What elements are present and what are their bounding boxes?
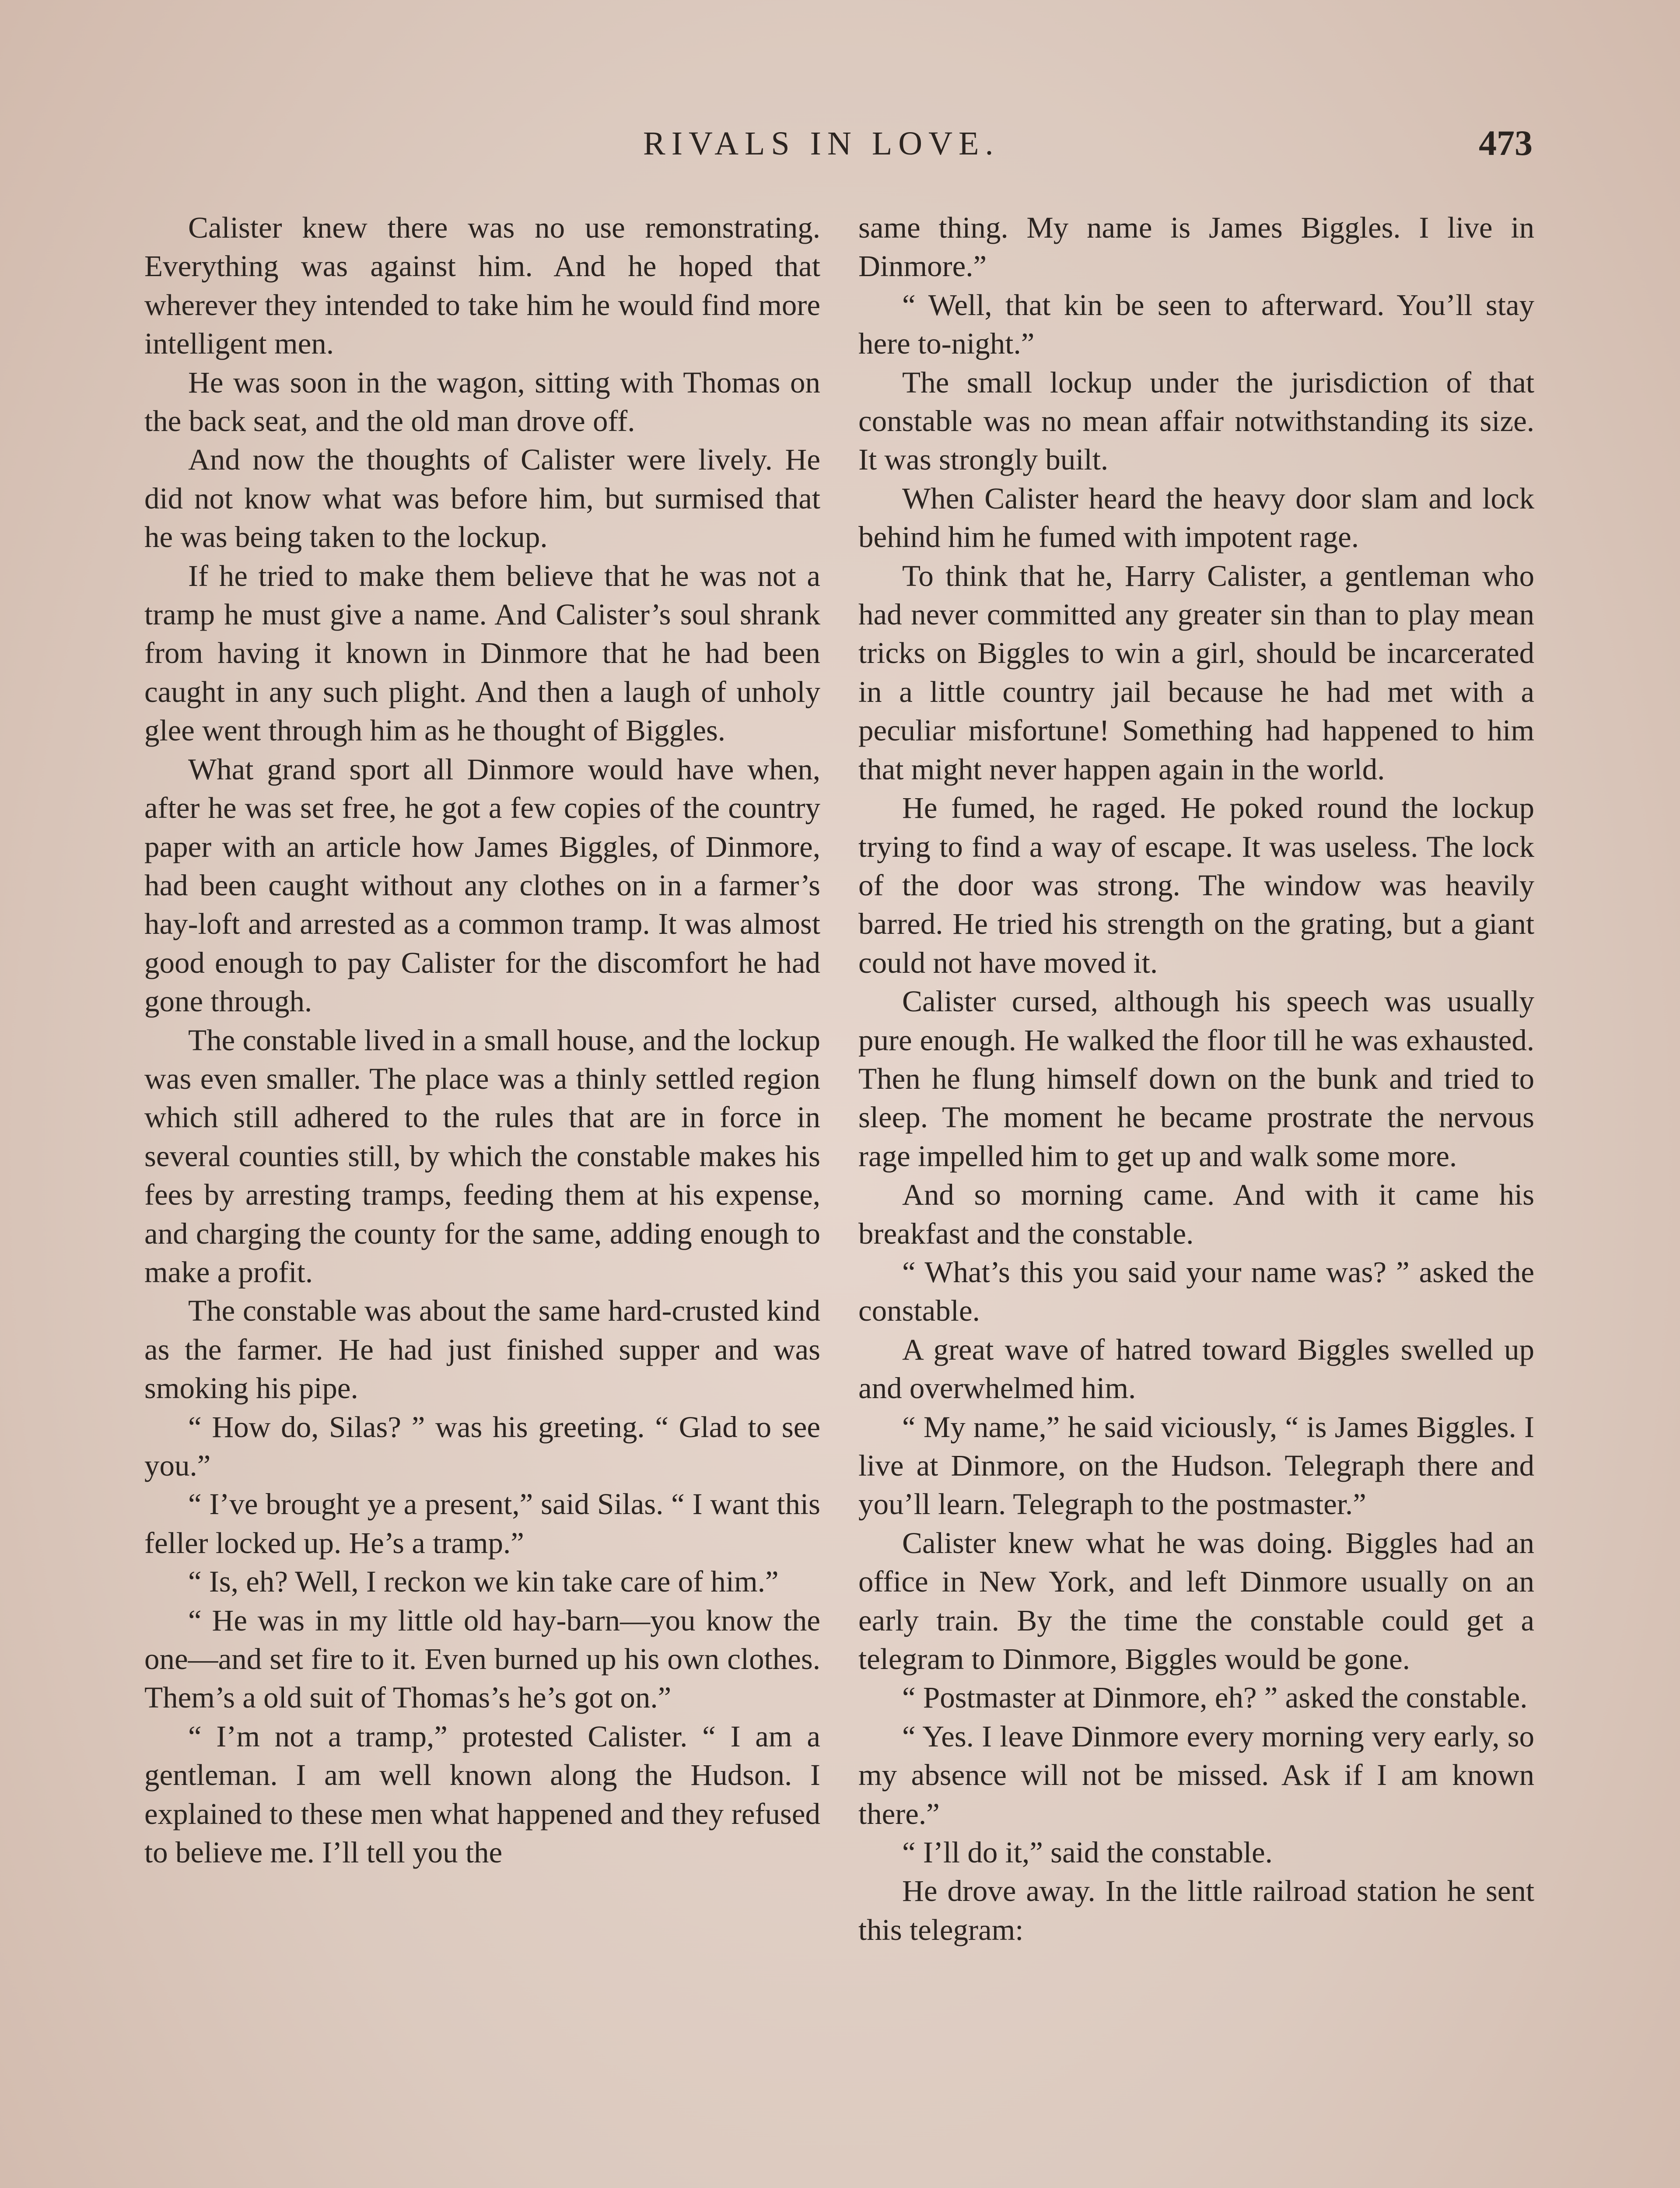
paragraph: The constable was about the same hard-crusted kind as the farmer. He had just finished supper and was smoking his pipe.: [144, 1294, 820, 1405]
paragraph: “ Postmaster at Dinmore, eh? ” asked the constable.: [902, 1681, 1528, 1715]
paragraph: “ What’s this you said your name was? ” asked the constable.: [858, 1255, 1534, 1328]
paragraph: “ He was in my little old hay-barn—you know the one—and set fire to it. Even burned up his own clothes. Them’s a old suit of Thomas’s he’s got on.”: [144, 1603, 820, 1715]
paragraph: A great wave of hatred toward Biggles swelled up and overwhelmed him.: [858, 1332, 1534, 1405]
paragraph: “ Well, that kin be seen to afterward. You’ll stay here to-night.”: [858, 288, 1534, 361]
paragraph: He drove away. In the little railroad station he sent this telegram:: [858, 1874, 1534, 1946]
paragraph: The small lockup under the jurisdiction of that constable was no mean affair notwithstanding its size. It was strongly built.: [858, 365, 1534, 477]
paragraph: “ I’ve brought ye a present,” said Silas. “ I want this feller locked up. He’s a tramp.”: [144, 1487, 820, 1560]
paragraph-continued: same thing. My name is James Biggles. I live in Dinmore.”: [858, 211, 1534, 283]
paragraph: When Calister heard the heavy door slam and lock behind him he fumed with impotent rage.: [858, 481, 1534, 554]
paragraph: “ Yes. I leave Dinmore every morning very early, so my absence will not be missed. Ask if I am known there.”: [858, 1719, 1534, 1830]
paragraph: He fumed, he raged. He poked round the lockup trying to find a way of escape. It was useless. The lock of the door was strong. The window was heavily barred. He tried his strength on the grating, but a giant could not have moved it.: [858, 791, 1534, 979]
right-column: [858, 208, 1534, 1949]
paragraph: “ Is, eh? Well, I reckon we kin take care of him.”: [188, 1565, 779, 1599]
running-title: RIVALS IN LOVE.: [643, 125, 1000, 162]
paragraph: And so morning came. And with it came his breakfast and the constable.: [858, 1178, 1534, 1250]
paragraph: “ How do, Silas? ” was his greeting. “ Glad to see you.”: [144, 1410, 820, 1482]
left-column: [144, 208, 820, 1872]
page-number: 473: [1479, 123, 1533, 163]
paragraph: “ I’ll do it,” said the constable.: [902, 1836, 1273, 1869]
paragraph: If he tried to make them believe that he was not a tramp he must give a name. And Calister’s soul shrank from having it known in Dinmore that he had been caught in any such plight. And then a laugh of unholy glee went through him as he thought of Biggles.: [144, 559, 820, 747]
paragraph: To think that he, Harry Calister, a gentleman who had never committed any greater sin than to play mean tricks on Biggles to win a girl, should be incarcerated in a little country jail because he had met with a peculiar misfortune! Something had happened to him that might never happen again in the world.: [858, 559, 1534, 786]
paragraph: “ My name,” he said viciously, “ is James Biggles. I live at Dinmore, on the Hudson. Telegraph there and you’ll learn. Telegraph to the postmaster.”: [858, 1410, 1534, 1521]
paragraph: The constable lived in a small house, and the lockup was even smaller. The place was a thinly settled region which still adhered to the rules that are in force in several counties still, by which the constable makes his fees by arresting tramps, feeding them at his expense, and charging the county for the same, adding enough to make a profit.: [144, 1023, 820, 1289]
paragraph: What grand sport all Dinmore would have when, after he was set free, he got a few copies of the country paper with an article how James Biggles, of Dinmore, had been caught without any clothes on in a farmer’s hay-loft and arrested as a common tramp. It was almost good enough to pay Calister for the discomfort he had gone through.: [144, 752, 820, 1018]
paragraph: Calister knew there was no use remonstrating. Everything was against him. And he hoped that wherever they intended to take him he would find more intelligent men.: [144, 211, 820, 361]
paragraph: He was soon in the wagon, sitting with Thomas on the back seat, and the old man drove off.: [144, 365, 820, 438]
paragraph: “ I’m not a tramp,” protested Calister. “ I am a gentleman. I am well known along the Hudson. I explained to these men what happened and they refused to believe me. I’ll tell you the: [144, 1719, 820, 1869]
paragraph: Calister cursed, although his speech was usually pure enough. He walked the floor till he was exhausted. Then he flung himself down on the bunk and tried to sleep. The moment he became prostrate the nervous rage impelled him to get up and walk some more.: [858, 985, 1534, 1173]
paragraph: Calister knew what he was doing. Biggles had an office in New York, and left Dinmore usually on an early train. By the time the constable could get a telegram to Dinmore, Biggles would be gone.: [858, 1526, 1534, 1676]
paragraph: And now the thoughts of Calister were lively. He did not know what was before him, but surmised that he was being taken to the lockup.: [144, 443, 820, 554]
